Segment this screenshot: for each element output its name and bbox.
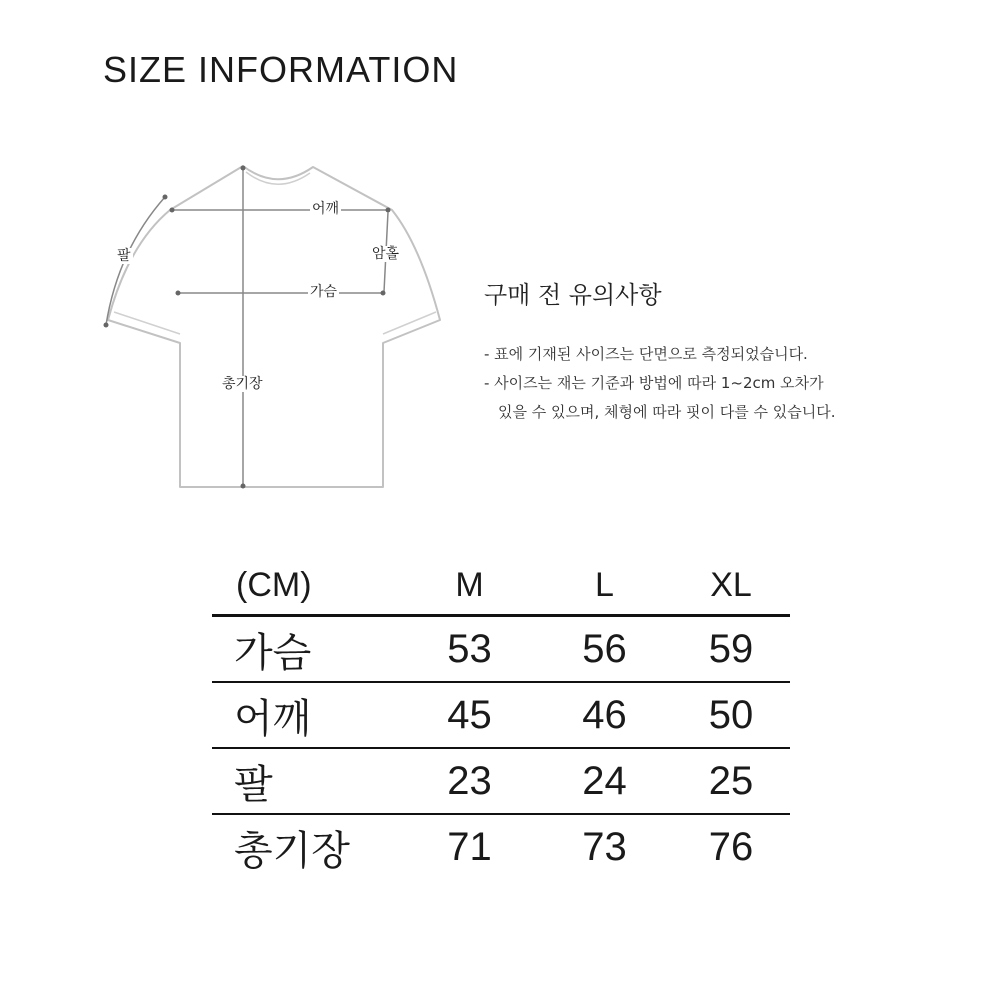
length-measure-start <box>241 166 246 171</box>
notice-item-line: - 사이즈는 재는 기준과 방법에 따라 1~2cm 오차가 <box>484 374 824 392</box>
cell-l: 73 <box>582 824 627 869</box>
cell-xl: 25 <box>708 758 754 803</box>
shoulder-label: 어깨 <box>312 201 340 217</box>
cell-m: 53 <box>447 626 492 671</box>
header-unit: (CM) <box>236 565 312 604</box>
sleeve-measure-end <box>104 323 109 328</box>
tshirt-outline-svg <box>0 0 520 520</box>
chest-measure-end <box>381 291 386 296</box>
length-label: 총기장 <box>222 376 263 392</box>
notice-item-line: - 표에 기재된 사이즈는 단면으로 측정되었습니다. <box>484 345 808 363</box>
notice-item-continuation: 있을 수 있으며, 체형에 따라 핏이 다를 수 있습니다. <box>498 403 836 421</box>
table-row <box>212 617 790 683</box>
row-label: 총기장 <box>234 827 350 874</box>
header-size-xl: XL <box>710 565 752 604</box>
cell-xl: 76 <box>708 824 754 869</box>
cell-xl: 59 <box>708 626 754 671</box>
armhole-label: 암홀 <box>372 246 400 262</box>
cell-l: 46 <box>582 692 627 737</box>
header-size-m: M <box>455 565 484 604</box>
cell-m: 71 <box>447 824 492 869</box>
chest-label: 가슴 <box>310 284 338 300</box>
notice-item <box>484 340 964 369</box>
page-title: SIZE INFORMATION <box>103 49 459 90</box>
shoulder-measure-end <box>386 208 391 213</box>
cell-l: 24 <box>582 758 627 803</box>
size-table-header <box>212 556 790 617</box>
size-table <box>212 556 790 879</box>
row-label: 어깨 <box>234 695 312 742</box>
table-row <box>212 683 790 749</box>
length-measure-end <box>241 484 246 489</box>
sleeve-measure-start <box>163 195 168 200</box>
notice-title: 구매 전 유의사항 <box>484 281 662 309</box>
shoulder-measure-start <box>170 208 175 213</box>
notice-list <box>484 340 964 427</box>
tshirt-diagram <box>0 0 520 520</box>
table-row <box>212 815 790 879</box>
cell-xl: 50 <box>708 692 754 737</box>
table-row <box>212 749 790 815</box>
chest-measure-start <box>176 291 181 296</box>
row-label: 팔 <box>234 761 273 808</box>
row-label: 가슴 <box>234 629 312 676</box>
cell-l: 56 <box>582 626 627 671</box>
header-size-l: L <box>595 565 614 604</box>
right-cuff-line <box>383 312 436 334</box>
notice-item <box>484 369 964 427</box>
sleeve-label: 팔 <box>117 248 131 264</box>
cell-m: 45 <box>447 692 492 737</box>
cell-m: 23 <box>447 758 492 803</box>
left-cuff-line <box>114 312 180 334</box>
